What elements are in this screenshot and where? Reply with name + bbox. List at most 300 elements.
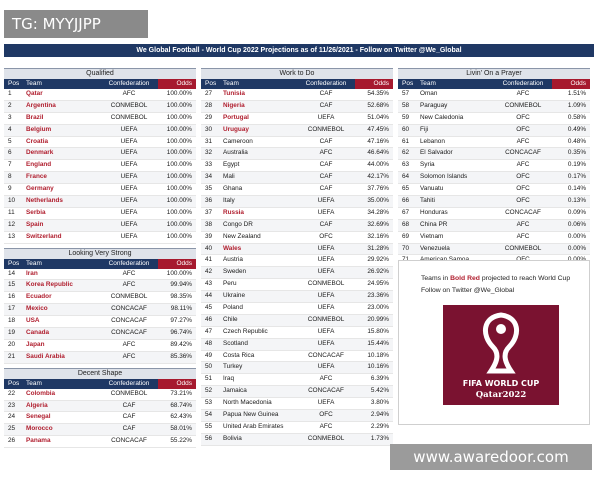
team-cell: Germany	[26, 185, 54, 193]
odds-cell: 0.00%	[567, 244, 586, 252]
pos-cell: 23	[8, 401, 16, 409]
table-row	[201, 89, 393, 101]
confederation-cell: CONMEBOL	[110, 389, 148, 397]
confederation-cell: AFC	[122, 90, 136, 97]
confederation-cell: CAF	[319, 185, 333, 193]
pos-cell: 60	[402, 125, 410, 133]
table-row	[4, 424, 196, 436]
confederation-cell: CAF	[122, 401, 136, 409]
pos-cell: 18	[8, 317, 16, 325]
pos-cell: 24	[8, 413, 16, 421]
pos-cell: 61	[402, 137, 410, 145]
header-team: Team	[26, 259, 42, 267]
confederation-cell: UEFA	[317, 244, 335, 252]
table-row	[201, 160, 393, 172]
confederation-cell: AFC	[122, 281, 136, 289]
odds-cell: 51.04%	[367, 113, 389, 121]
header-pos: Pos	[205, 80, 217, 87]
table-row	[398, 172, 590, 184]
pos-cell: 30	[205, 125, 213, 133]
team-cell: Bolivia	[223, 434, 242, 442]
header-pos: Pos	[8, 259, 20, 267]
confederation-cell: UEFA	[317, 339, 335, 347]
table-row	[398, 160, 590, 172]
team-cell: Lebanon	[420, 137, 445, 145]
team-cell: Scotland	[223, 339, 248, 347]
table-row	[201, 339, 393, 351]
confederation-cell: UEFA	[120, 149, 138, 157]
confederation-cell: CONCACAF	[111, 305, 147, 313]
confederation-cell: AFC	[319, 375, 333, 383]
table-row	[4, 292, 196, 304]
team-cell: Ukraine	[223, 292, 246, 300]
header-team: Team	[420, 80, 436, 87]
team-cell: North Macedonia	[223, 399, 272, 407]
table-row	[201, 137, 393, 149]
confederation-cell: OFC	[516, 173, 530, 181]
pos-cell: 7	[8, 161, 12, 169]
table-row	[398, 125, 590, 137]
pos-cell: 67	[402, 208, 410, 216]
odds-cell: 100.00%	[166, 185, 192, 193]
odds-cell: 1.51%	[567, 90, 586, 97]
team-cell: Netherlands	[26, 197, 63, 205]
pos-cell: 68	[402, 220, 410, 228]
pos-cell: 31	[205, 137, 213, 145]
odds-cell: 2.29%	[370, 422, 389, 430]
pos-cell: 62	[402, 149, 410, 157]
team-cell: Vanuatu	[420, 185, 444, 193]
confederation-cell: CONMEBOL	[307, 280, 345, 288]
table-row	[201, 374, 393, 386]
team-cell: Poland	[223, 304, 243, 312]
table-row	[201, 327, 393, 339]
team-cell: Czech Republic	[223, 327, 268, 335]
team-cell: Paraguay	[420, 101, 448, 109]
confederation-cell: UEFA	[120, 137, 138, 145]
pos-cell: 45	[205, 304, 213, 312]
pos-cell: 10	[8, 197, 16, 205]
team-cell: England	[26, 161, 52, 169]
legend-note-panel	[398, 260, 590, 425]
confederation-cell: CAF	[122, 413, 136, 421]
pos-cell: 39	[205, 232, 213, 240]
table-row	[398, 101, 590, 113]
table-row	[201, 279, 393, 291]
odds-cell: 100.00%	[166, 137, 192, 145]
confederation-cell: OFC	[516, 197, 530, 205]
odds-cell: 0.19%	[567, 161, 586, 169]
pos-cell: 9	[8, 185, 12, 193]
pos-cell: 38	[205, 220, 213, 228]
odds-cell: 37.76%	[367, 185, 389, 193]
table-row	[201, 351, 393, 363]
team-cell: Ecuador	[26, 293, 52, 301]
confederation-cell: CONCACAF	[308, 387, 344, 395]
team-cell: Cameroon	[223, 137, 253, 145]
table-row	[201, 184, 393, 196]
odds-cell: 100.00%	[166, 220, 192, 228]
section-label: Qualified	[4, 68, 196, 79]
confederation-cell: UEFA	[317, 113, 335, 121]
table-row	[398, 220, 590, 232]
odds-cell: 0.13%	[567, 197, 586, 205]
table-row	[398, 244, 590, 256]
team-cell: Morocco	[26, 425, 53, 433]
pos-cell: 63	[402, 161, 410, 169]
odds-cell: 1.09%	[567, 101, 586, 109]
pos-cell: 66	[402, 197, 410, 205]
confederation-cell: AFC	[516, 137, 530, 145]
table-row	[4, 208, 196, 220]
table-row	[4, 220, 196, 232]
confederation-cell: UEFA	[317, 327, 335, 335]
odds-cell: 0.06%	[567, 220, 586, 228]
odds-cell: 58.01%	[170, 425, 192, 433]
table-header	[201, 79, 393, 89]
team-cell: Oman	[420, 90, 438, 97]
table-row	[4, 184, 196, 196]
header-conf: Confederation	[108, 259, 150, 267]
confederation-cell: CAF	[319, 173, 333, 181]
header-pos: Pos	[8, 379, 20, 387]
confederation-cell: CONMEBOL	[110, 293, 148, 301]
pos-cell: 26	[8, 437, 16, 445]
note-part2: projected to reach World Cup	[479, 275, 571, 282]
header-team: Team	[26, 80, 42, 87]
odds-cell: 29.92%	[367, 256, 389, 264]
odds-cell: 100.00%	[166, 90, 192, 97]
pos-cell: 8	[8, 173, 12, 181]
odds-cell: 73.21%	[170, 389, 192, 397]
confederation-cell: AFC	[516, 161, 530, 169]
team-cell: Switzerland	[26, 232, 62, 240]
pos-cell: 48	[205, 339, 213, 347]
pos-cell: 35	[205, 185, 213, 193]
team-cell: Algeria	[26, 401, 48, 409]
confederation-cell: OFC	[319, 411, 333, 419]
table-row	[201, 101, 393, 113]
confederation-cell: CONCACAF	[111, 317, 147, 325]
confederation-cell: UEFA	[317, 256, 335, 264]
confederation-cell: OFC	[319, 232, 333, 240]
odds-cell: 0.17%	[567, 173, 586, 181]
table-row	[4, 304, 196, 316]
odds-cell: 100.00%	[166, 113, 192, 121]
team-cell: Fiji	[420, 125, 429, 133]
confederation-cell: AFC	[122, 269, 136, 277]
table-row	[201, 113, 393, 125]
team-cell: Ghana	[223, 185, 243, 193]
table-row	[398, 113, 590, 125]
table-header	[4, 379, 196, 389]
confederation-cell: AFC	[319, 422, 333, 430]
team-cell: Chile	[223, 315, 238, 323]
odds-cell: 34.28%	[367, 208, 389, 216]
pos-cell: 57	[402, 90, 410, 97]
pos-cell: 56	[205, 434, 213, 442]
pos-cell: 17	[8, 305, 16, 313]
section-label: Looking Very Strong	[4, 248, 196, 259]
odds-cell: 97.27%	[170, 317, 192, 325]
header-odds: Odds	[158, 79, 196, 89]
team-cell: Tunisia	[223, 90, 245, 97]
odds-cell: 98.11%	[170, 305, 192, 313]
confederation-cell: CAF	[319, 137, 333, 145]
logo-line2: Qatar2022	[475, 390, 527, 400]
note-bold-red: Bold Red	[450, 275, 480, 282]
world-cup-logo	[443, 305, 559, 405]
confederation-cell: UEFA	[120, 125, 138, 133]
odds-cell: 100.00%	[166, 173, 192, 181]
table-row	[201, 291, 393, 303]
table-row	[201, 172, 393, 184]
table-body	[4, 389, 196, 448]
note-part1: Teams in	[421, 275, 451, 282]
table-body	[4, 89, 196, 244]
pos-cell: 70	[402, 244, 410, 252]
team-cell: Colombia	[26, 389, 56, 397]
pos-cell: 11	[8, 208, 15, 216]
confederation-cell: AFC	[319, 149, 333, 157]
confederation-cell: CONMEBOL	[110, 113, 148, 121]
confederation-cell: CAF	[319, 101, 333, 109]
confederation-cell: UEFA	[120, 232, 138, 240]
pos-cell: 59	[402, 113, 410, 121]
pos-cell: 29	[205, 113, 213, 121]
team-cell: Denmark	[26, 149, 54, 157]
team-cell: Honduras	[420, 208, 448, 216]
table-row	[398, 89, 590, 101]
confederation-cell: UEFA	[120, 208, 138, 216]
team-cell: Serbia	[26, 208, 46, 216]
table-row	[4, 328, 196, 340]
table-row	[398, 184, 590, 196]
header-odds: Odds	[158, 259, 196, 269]
table-row	[398, 196, 590, 208]
pos-cell: 65	[402, 185, 410, 193]
team-cell: Italy	[223, 197, 235, 205]
odds-cell: 0.49%	[567, 125, 586, 133]
table-row	[4, 196, 196, 208]
pos-cell: 22	[8, 389, 16, 397]
table-row	[201, 232, 393, 244]
team-cell: France	[26, 173, 47, 181]
confederation-cell: AFC	[516, 220, 530, 228]
table-row	[4, 148, 196, 160]
table-row	[201, 208, 393, 220]
team-cell: Costa Rica	[223, 351, 255, 359]
team-cell: Egypt	[223, 161, 240, 169]
team-cell: Australia	[223, 149, 248, 157]
header-team: Team	[223, 80, 239, 87]
table-row	[201, 255, 393, 267]
team-cell: Peru	[223, 280, 237, 288]
section-label: Livin' On a Prayer	[398, 68, 590, 79]
team-cell: New Zealand	[223, 232, 261, 240]
odds-cell: 100.00%	[166, 149, 192, 157]
table-row	[201, 434, 393, 446]
odds-cell: 47.16%	[367, 137, 389, 145]
pos-cell: 43	[205, 280, 213, 288]
pos-cell: 2	[8, 101, 12, 109]
confederation-cell: UEFA	[317, 304, 335, 312]
team-cell: El Salvador	[420, 149, 453, 157]
odds-cell: 96.74%	[170, 329, 192, 337]
pos-cell: 3	[8, 113, 12, 121]
team-cell: Senegal	[26, 413, 51, 421]
pos-cell: 46	[205, 315, 213, 323]
odds-cell: 46.64%	[367, 149, 389, 157]
pos-cell: 58	[402, 101, 410, 109]
pos-cell: 27	[205, 90, 213, 97]
table-row	[201, 386, 393, 398]
confederation-cell: UEFA	[120, 161, 138, 169]
table-header	[4, 79, 196, 89]
header-odds: Odds	[355, 79, 393, 89]
team-cell: Venezuela	[420, 244, 450, 252]
confederation-cell: AFC	[516, 232, 530, 240]
odds-cell: 55.22%	[170, 437, 192, 445]
table-row	[398, 148, 590, 160]
team-cell: Solomon Islands	[420, 173, 468, 181]
pos-cell: 64	[402, 173, 410, 181]
table-row	[4, 232, 196, 244]
header-conf: Confederation	[108, 80, 150, 87]
confederation-cell: CAF	[319, 220, 333, 228]
team-cell: Brazil	[26, 113, 44, 121]
confederation-cell: UEFA	[120, 220, 138, 228]
team-cell: Congo DR	[223, 220, 253, 228]
confederation-cell: UEFA	[317, 363, 335, 371]
table-body	[201, 89, 393, 446]
table-row	[4, 101, 196, 113]
confederation-cell: UEFA	[120, 173, 138, 181]
team-cell: Mali	[223, 173, 235, 181]
odds-cell: 26.92%	[367, 268, 389, 276]
odds-cell: 2.94%	[370, 411, 389, 419]
odds-cell: 3.80%	[370, 399, 389, 407]
odds-cell: 31.28%	[367, 244, 389, 252]
confederation-cell: UEFA	[317, 292, 335, 300]
team-cell: Spain	[26, 220, 44, 228]
pos-cell: 13	[8, 232, 16, 240]
odds-cell: 0.35%	[567, 149, 586, 157]
odds-cell: 100.00%	[166, 197, 192, 205]
table-row	[4, 172, 196, 184]
table-row	[4, 316, 196, 328]
confederation-cell: OFC	[516, 113, 530, 121]
team-cell: Russia	[223, 208, 244, 216]
confederation-cell: CONMEBOL	[504, 244, 542, 252]
odds-cell: 0.14%	[567, 185, 586, 193]
odds-cell: 20.99%	[367, 315, 389, 323]
team-cell: Belgium	[26, 125, 52, 133]
odds-cell: 1.73%	[370, 434, 389, 442]
header-pos: Pos	[402, 80, 414, 87]
pos-cell: 53	[205, 399, 213, 407]
header-conf: Confederation	[305, 80, 347, 87]
confederation-cell: UEFA	[120, 197, 138, 205]
section-label: Work to Do	[201, 68, 393, 79]
table-row	[4, 137, 196, 149]
pos-cell: 20	[8, 340, 16, 348]
header-odds: Odds	[552, 79, 590, 89]
confederation-cell: CONCACAF	[505, 208, 541, 216]
confederation-cell: CONMEBOL	[307, 315, 345, 323]
odds-cell: 6.39%	[370, 375, 389, 383]
pos-cell: 32	[205, 149, 213, 157]
odds-cell: 47.45%	[367, 125, 389, 133]
team-cell: Syria	[420, 161, 435, 169]
team-cell: Turkey	[223, 363, 243, 371]
pos-cell: 25	[8, 425, 16, 433]
table-row	[201, 244, 393, 256]
team-cell: Wales	[223, 244, 242, 252]
pos-cell: 49	[205, 351, 213, 359]
pos-cell: 44	[205, 292, 213, 300]
pos-cell: 28	[205, 101, 213, 109]
table-row	[4, 389, 196, 401]
team-cell: Saudi Arabia	[26, 352, 65, 360]
confederation-cell: UEFA	[317, 208, 335, 216]
pos-cell: 69	[402, 232, 410, 240]
table-row	[398, 208, 590, 220]
odds-cell: 100.00%	[166, 125, 192, 133]
confederation-cell: CONCACAF	[111, 329, 147, 337]
table-body	[4, 269, 196, 364]
pos-cell: 47	[205, 327, 213, 335]
table-row	[4, 412, 196, 424]
team-cell: Japan	[26, 340, 45, 348]
pos-cell: 51	[205, 375, 213, 383]
watermark: www.awaredoor.com	[390, 444, 592, 470]
team-cell: Uruguay	[223, 125, 249, 133]
pos-cell: 42	[205, 268, 213, 276]
odds-cell: 5.42%	[370, 387, 389, 395]
table-row	[398, 232, 590, 244]
odds-cell: 23.00%	[367, 304, 389, 312]
odds-cell: 0.58%	[567, 113, 586, 121]
confederation-cell: CONCACAF	[308, 351, 344, 359]
confederation-cell: OFC	[516, 185, 530, 193]
odds-cell: 54.35%	[367, 90, 389, 97]
confederation-cell: CONCACAF	[111, 437, 147, 445]
table-row	[201, 315, 393, 327]
team-cell: Nigeria	[223, 101, 245, 109]
odds-cell: 35.00%	[367, 197, 389, 205]
confederation-cell: UEFA	[120, 185, 138, 193]
pos-cell: 50	[205, 363, 213, 371]
pos-cell: 5	[8, 137, 12, 145]
odds-cell: 0.09%	[567, 208, 586, 216]
odds-cell: 85.36%	[170, 352, 192, 360]
confederation-cell: CONMEBOL	[307, 434, 345, 442]
column-1	[4, 68, 196, 448]
confederation-cell: AFC	[122, 340, 136, 348]
team-cell: Panama	[26, 437, 51, 445]
pos-cell: 6	[8, 149, 12, 157]
table-header	[398, 79, 590, 89]
pos-cell: 16	[8, 293, 16, 301]
odds-cell: 100.00%	[166, 269, 192, 277]
confederation-cell: CONMEBOL	[504, 101, 542, 109]
confederation-cell: CONMEBOL	[110, 101, 148, 109]
team-cell: Portugal	[223, 113, 249, 121]
table-row	[398, 137, 590, 149]
team-cell: Korea Republic	[26, 281, 73, 289]
pos-cell: 55	[205, 422, 213, 430]
